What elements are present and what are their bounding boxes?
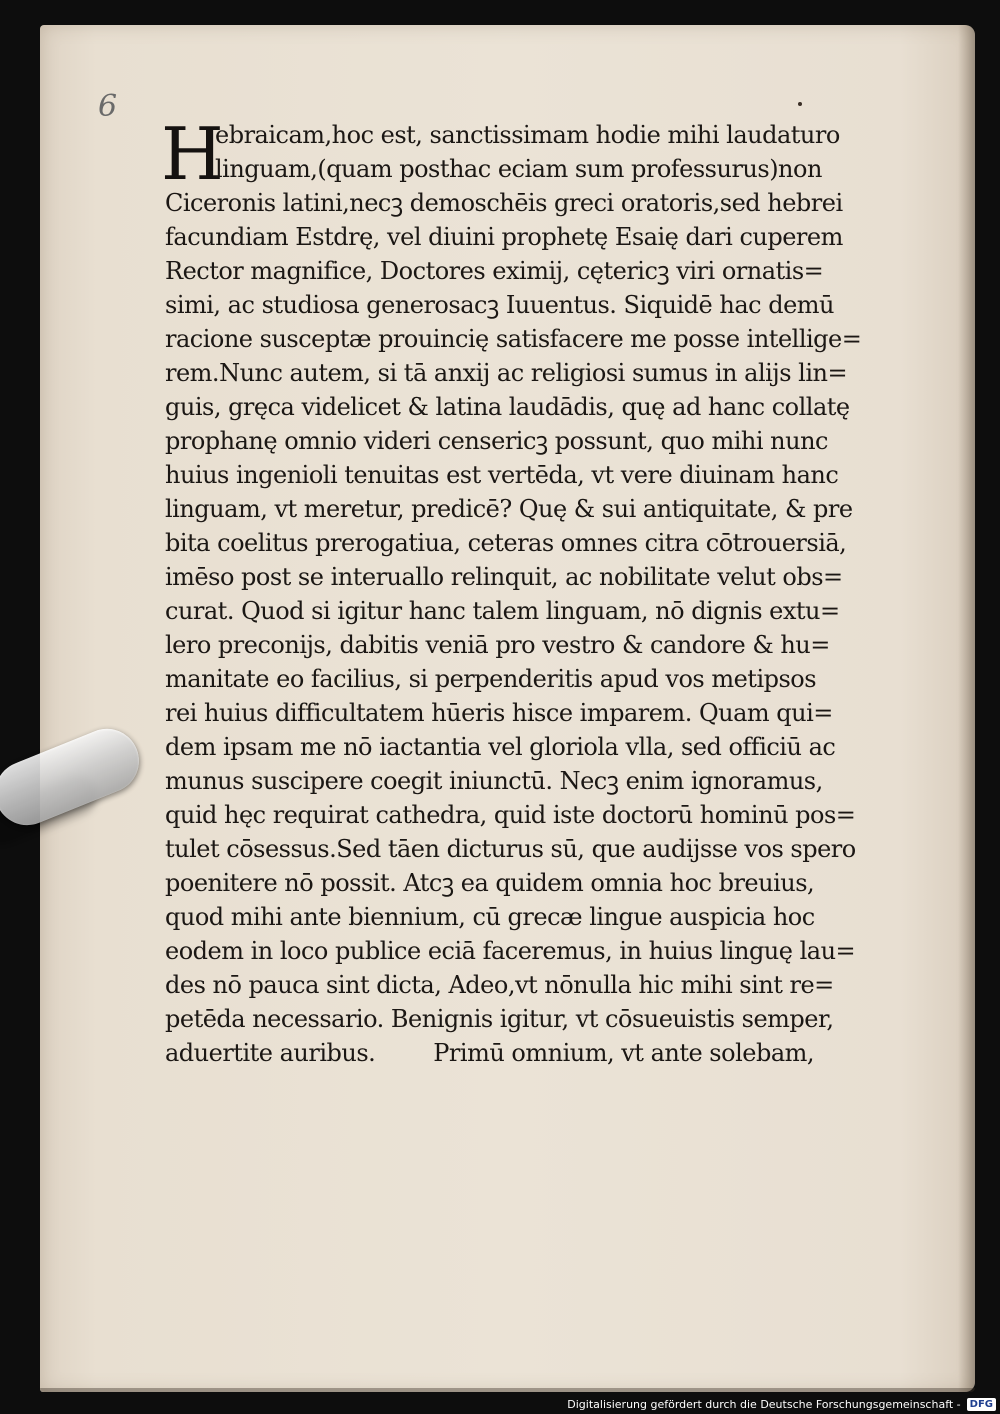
text-line-22: tulet cōsessus.Sed tāen dicturus sū, que audijsse vos spero xyxy=(165,835,856,863)
text-line-21: quid hęc requirat cathedra, quid iste doctorū hominū pos= xyxy=(165,801,856,829)
footer-credit: Digitalisierung gefördert durch die Deutsche Forschungsgemeinschaft - xyxy=(567,1397,961,1411)
text-line-23: poenitere nō possit. Atcꝫ ea quidem omnia hoc breuius, xyxy=(165,869,815,897)
text-line-20: munus suscipere coegit iniunctū. Necꝫ enim ignoramus, xyxy=(165,767,823,795)
decorated-initial: H xyxy=(161,112,224,196)
text-line-17: manitate eo facilius, si perpenderitis apud vos metipsos xyxy=(165,665,817,693)
footer xyxy=(567,1394,996,1414)
dfg-logo-icon: DFG xyxy=(967,1398,996,1411)
text-line-8: rem.Nunc autem, si tā anxij ac religiosi sumus in alijs lin= xyxy=(165,359,848,387)
text-line-28-left: aduertite auribus. xyxy=(165,1039,376,1067)
text-line-9: guis, gręca videlicet & latina laudādis, quę ad hanc collatę xyxy=(165,393,850,421)
text-line-5: Rector magnifice, Doctores eximij, cętericꝫ viri ornatis= xyxy=(165,257,824,285)
text-line-15: curat. Quod si igitur hanc talem linguam, nō dignis extu= xyxy=(165,597,840,625)
text-line-28-right: Primū omnium, vt ante solebam, xyxy=(433,1039,815,1067)
margin-note: 6 xyxy=(98,89,118,124)
text-line-19: dem ipsam me nō iactantia vel gloriola vlla, sed officiū ac xyxy=(165,733,836,761)
text-line-7: racione susceptæ prouincię satisfacere me posse intellige= xyxy=(165,325,862,353)
page-bottom-edge xyxy=(40,1388,975,1392)
body-text xyxy=(165,118,877,1070)
text-line-11: huius ingenioli tenuitas est vertēda, vt vere diuinam hanc xyxy=(165,461,839,489)
text-line-3: Ciceronis latini,necꝫ demoschēis greci oratoris,sed hebrei xyxy=(165,189,843,217)
ink-dot xyxy=(798,102,802,106)
text-line-12: linguam, vt meretur, predicē? Quę & sui antiquitate, & pre xyxy=(165,495,853,523)
text-line-25: eodem in loco publice eciā faceremus, in huius linguę lau= xyxy=(165,937,856,965)
text-line-16: lero preconijs, dabitis veniā pro vestro & candore & hu= xyxy=(165,631,830,659)
text-line-14: imēso post se interuallo relinquit, ac nobilitate velut obs= xyxy=(165,563,843,591)
text-line-28 xyxy=(165,1036,877,1070)
text-line-27: petēda necessario. Benignis igitur, vt cōsueuistis semper, xyxy=(165,1005,834,1033)
text-line-2: linguam,(quam posthac eciam sum professurus)non xyxy=(215,155,822,183)
text-line-24: quod mihi ante biennium, cū grecæ lingue auspicia hoc xyxy=(165,903,815,931)
page-fold-shadow xyxy=(958,25,975,1392)
text-line-10: prophanę omnio videri censericꝫ possunt, quo mihi nunc xyxy=(165,427,828,455)
text-line-4: facundiam Estdrę, vel diuini prophetę Esaię dari cuperem xyxy=(165,223,843,251)
text-line-1: ebraicam,hoc est, sanctissimam hodie mihi laudaturo xyxy=(215,121,840,149)
text-line-13: bita coelitus prerogatiua, ceteras omnes citra cōtrouersiā, xyxy=(165,529,847,557)
text-line-6: simi, ac studiosa generosacꝫ Iuuentus. Siquidē hac demū xyxy=(165,291,834,319)
text-line-18: rei huius difficultatem hūeris hisce imparem. Quam qui= xyxy=(165,699,833,727)
text-line-26: des nō pauca sint dicta, Adeo,vt nōnulla hic mihi sint re= xyxy=(165,971,834,999)
